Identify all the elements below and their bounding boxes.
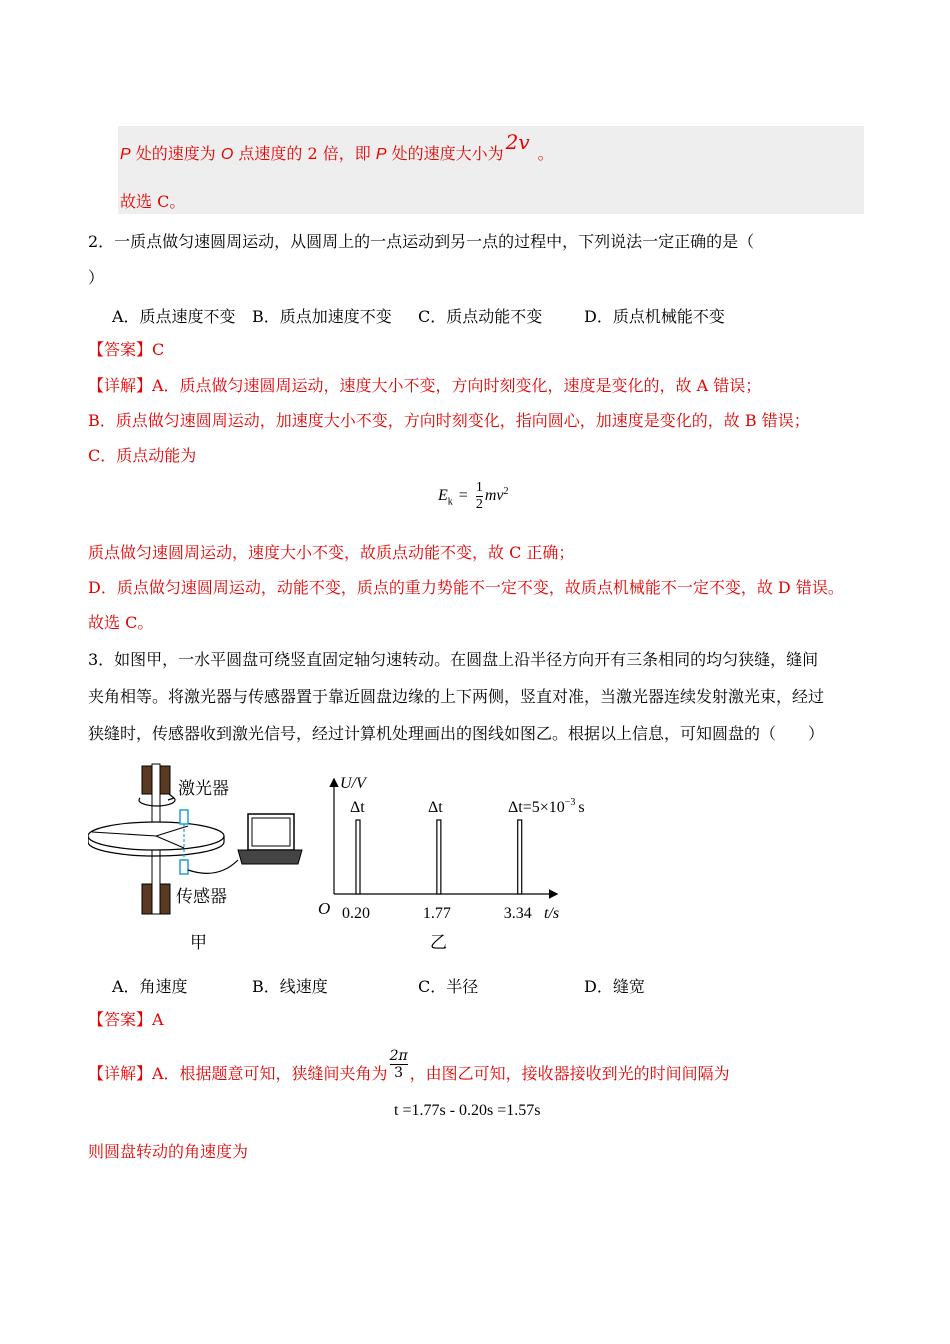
q3-detail-2: 则圆盘转动的角速度为 xyxy=(88,1142,249,1161)
top-bearing-right xyxy=(160,766,170,794)
q2-detail-1: 【详解】A．质点做匀速圆周运动，速度大小不变，方向时刻变化，速度是变化的，故 A 错误； xyxy=(88,376,762,395)
q3-stem-line-2: 夹角相等。将激光器与传感器置于靠近圆盘边缘的上下两侧，竖直对准，当激光器连续发射激光束，经过 xyxy=(88,687,825,706)
pulse-bar xyxy=(518,820,522,894)
sensor-cable xyxy=(188,860,238,873)
y-axis-label: U/V xyxy=(340,775,366,792)
x-tick-label: 3.34 xyxy=(503,905,532,922)
time-interval-formula: t =1.77s - 0.20s =1.57s xyxy=(394,1102,541,1119)
sensor-box xyxy=(180,860,188,874)
kinetic-energy-formula: $E_k$ = $\frac{1}{2}$ $mv^2$ xyxy=(438,480,509,512)
q3-option-a: A．角速度 xyxy=(112,977,188,996)
q2-detail-4: 质点做匀速圆周运动，速度大小不变，故质点动能不变，故 C 正确； xyxy=(88,543,575,562)
pulse-label-2: Δt xyxy=(428,799,443,816)
q3-answer: 【答案】A xyxy=(88,1010,164,1029)
q3-option-b: B．线速度 xyxy=(252,977,328,996)
pulse-bar xyxy=(437,820,441,894)
bottom-bearing-left xyxy=(142,884,152,914)
sensor-label: 传感器 xyxy=(176,887,227,906)
q2-detail-5: D．质点做匀速圆周运动，动能不变，质点的重力势能不一定不变，故质点机械能不一定不变，故 D 错误。 xyxy=(88,578,844,597)
prev-answer-line-2: 故选 C。 xyxy=(120,192,186,211)
pulse-label-3: $\Delta t=5\times 10^{-3}$ s xyxy=(508,797,585,816)
q2-option-b: B．质点加速度不变 xyxy=(252,307,392,326)
pulse-label-1: Δt xyxy=(350,799,365,816)
q3-stem-line-3: 狭缝时，传感器收到激光信号，经过计算机处理画出的图线如图乙。根据以上信息，可知圆盘的（ ） xyxy=(88,724,825,743)
bottom-bearing-right xyxy=(160,884,170,914)
previous-answer-box xyxy=(118,126,864,214)
figure-jia-caption: 甲 xyxy=(190,933,207,952)
q3-option-c: C．半径 xyxy=(418,977,479,996)
q2-detail-2: B．质点做匀速圆周运动，加速度大小不变，方向时刻变化，指向圆心，加速度是变化的，故 B 错误； xyxy=(88,411,810,430)
figure-yi-chart xyxy=(318,766,588,958)
q3-stem-line-1: 3．如图甲，一水平圆盘可绕竖直固定轴匀速转动。在圆盘上沿半径方向开有三条相同的均匀狭缝，缝间 xyxy=(88,650,819,669)
q2-option-c: C．质点动能不变 xyxy=(418,307,543,326)
prev-answer-line-1: P 处的速度为 O 点速度的 2 倍，即 P 处的速度大小为 2v 。 xyxy=(120,130,554,163)
q2-answer: 【答案】C xyxy=(88,340,165,359)
laser-box xyxy=(180,810,188,824)
laser-label: 激光器 xyxy=(178,779,229,798)
x-tick-label: 1.77 xyxy=(422,905,451,922)
q2-detail-3: C．质点动能为 xyxy=(88,446,197,465)
q2-stem-line-2: ） xyxy=(88,268,105,287)
figure-jia xyxy=(88,760,318,960)
q2-detail-6: 故选 C。 xyxy=(88,613,154,632)
q3-option-d: D．缝宽 xyxy=(584,977,645,996)
figure-yi-caption: 乙 xyxy=(430,933,447,952)
laptop-keyboard xyxy=(238,850,302,864)
top-bearing-left xyxy=(142,766,152,794)
origin-label: O xyxy=(318,899,331,918)
x-tick-label: 0.20 xyxy=(342,905,370,922)
q3-detail-1: 【详解】A．根据题意可知，狭缝间夹角为 $\frac{2\pi}{3}$ ，由图乙可知，接收器接收到光的时间间隔为 xyxy=(88,1048,730,1083)
q2-option-a: A．质点速度不变 xyxy=(112,307,236,326)
pulse-bar xyxy=(356,820,360,894)
pulses-group xyxy=(342,820,532,922)
q2-option-d: D．质点机械能不变 xyxy=(584,307,725,326)
x-axis-label: t/s xyxy=(544,905,560,922)
q2-stem-line-1: 2．一质点做匀速圆周运动，从圆周上的一点运动到另一点的过程中，下列说法一定正确的是（ xyxy=(88,232,755,251)
